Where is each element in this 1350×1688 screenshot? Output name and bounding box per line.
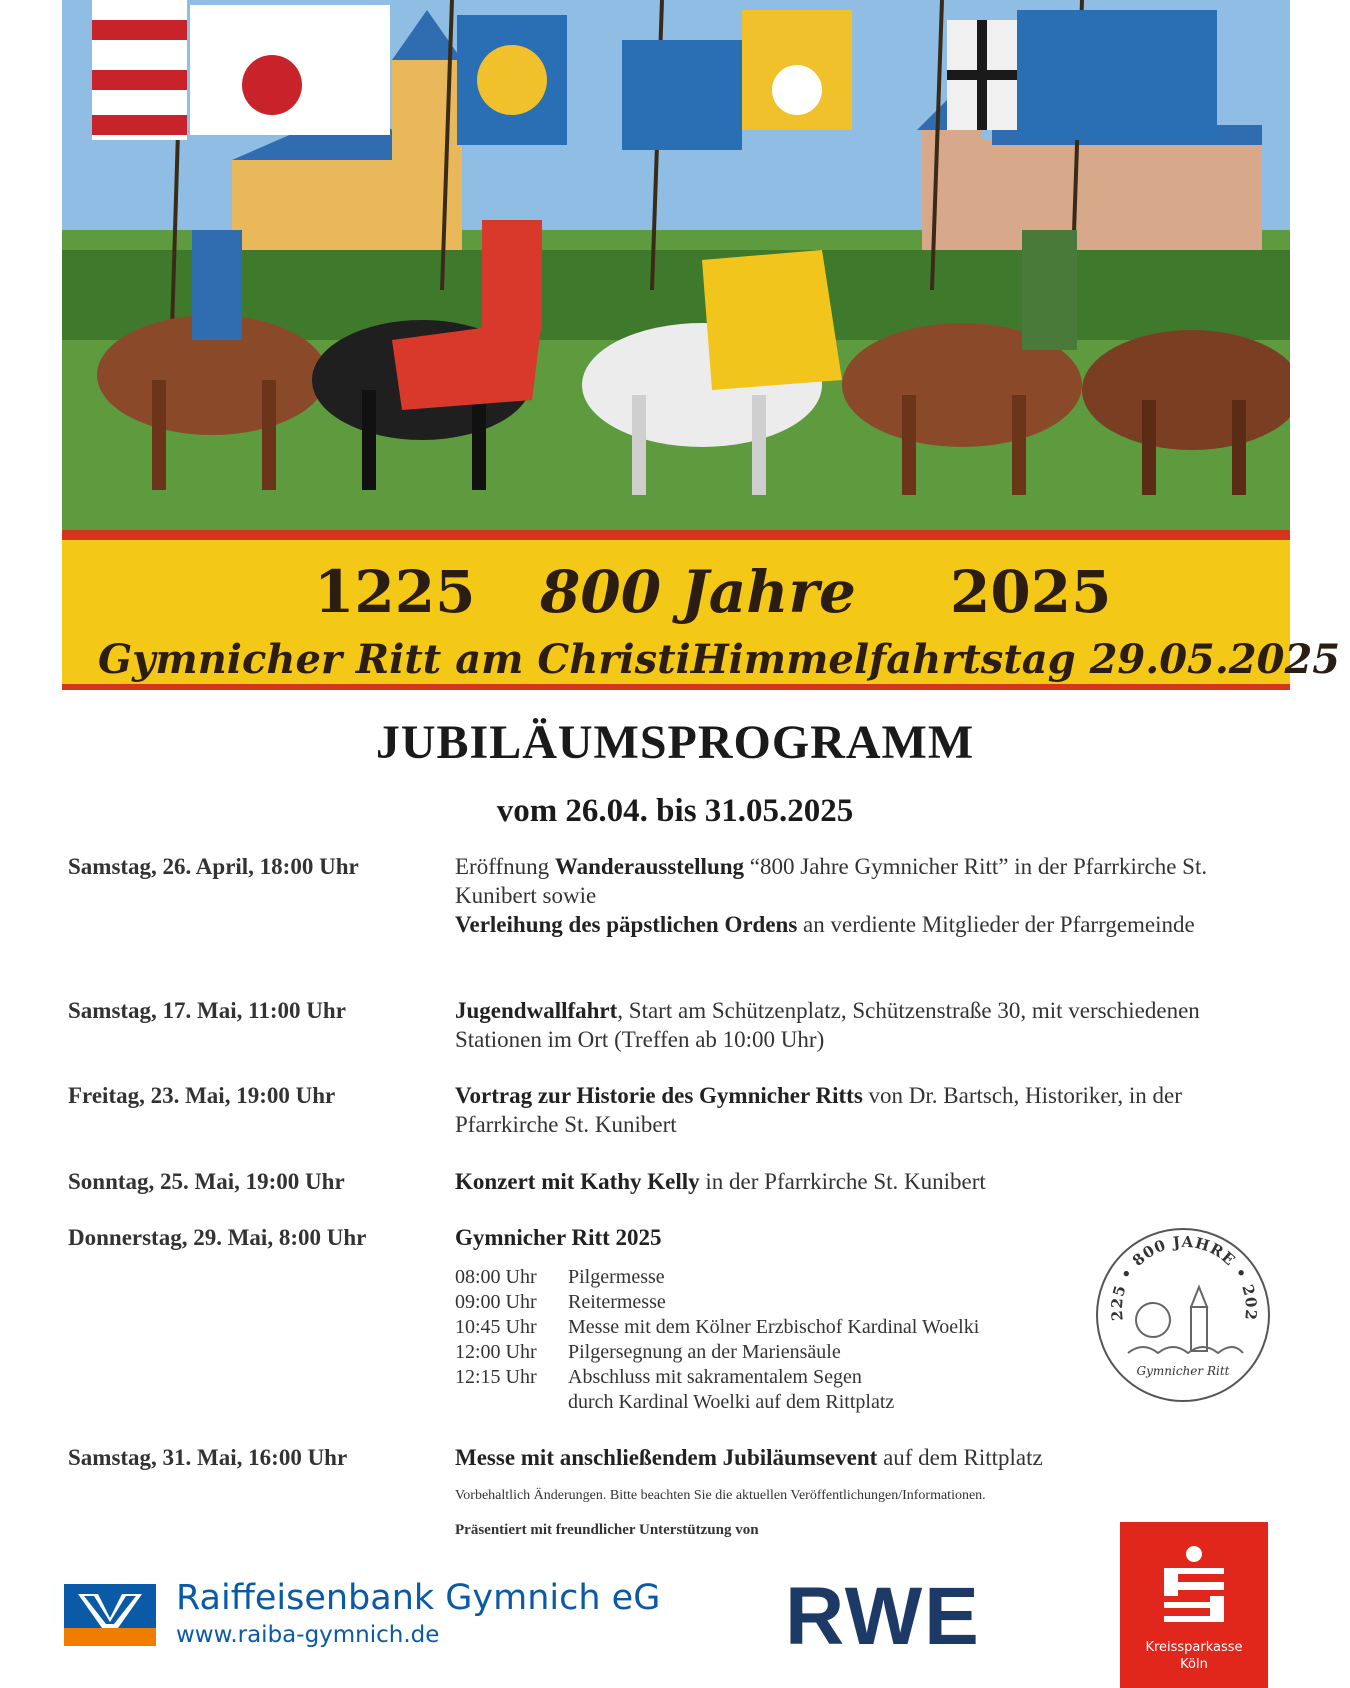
event-date: Donnerstag, 29. Mai, 8:00 Uhr bbox=[68, 1225, 367, 1250]
event-date: Freitag, 23. Mai, 19:00 Uhr bbox=[68, 1083, 336, 1108]
event-description: Gymnicher Ritt 2025 bbox=[455, 1225, 662, 1250]
event-description: Jugendwallfahrt, Start am Schützenplatz, Schützenstraße 30, mit verschiedenen Stationen im Ort (Treffen ab 10:00 Uhr) bbox=[455, 998, 1200, 1052]
schedule-item: 09:00 Uhr Reitermesse bbox=[455, 1291, 666, 1313]
schedule-item: 08:00 Uhr Pilgermesse bbox=[455, 1266, 665, 1288]
event-description: Vortrag zur Historie des Gymnicher Ritts von Dr. Bartsch, Historiker, in der Pfarrkirche St. Kunibert bbox=[455, 1083, 1182, 1137]
anniversary-medallion bbox=[1093, 1225, 1273, 1405]
ritt-schedule bbox=[455, 1265, 979, 1415]
event-description: Messe mit anschließendem Jubiläumsevent auf dem Rittplatz bbox=[455, 1445, 1043, 1470]
procession-painting bbox=[62, 0, 1290, 530]
event-date: Sonntag, 25. Mai, 19:00 Uhr bbox=[68, 1169, 345, 1194]
schedule-item: 12:00 Uhr Pilgersegnung an der Mariensäule bbox=[455, 1341, 841, 1363]
sparkasse-s-icon bbox=[1158, 1546, 1230, 1626]
event-description: Konzert mit Kathy Kelly in der Pfarrkirche St. Kunibert bbox=[455, 1169, 986, 1194]
rwe-logo: RWE bbox=[785, 1571, 981, 1662]
raiffeisenbank-logo bbox=[64, 1578, 704, 1658]
event-date: Samstag, 26. April, 18:00 Uhr bbox=[68, 854, 359, 879]
banner-year-start: 1225 bbox=[314, 558, 476, 626]
event-date: Samstag, 31. Mai, 16:00 Uhr bbox=[68, 1445, 348, 1470]
event-description: Eröffnung Wanderausstellung “800 Jahre Gymnicher Ritt” in der Pfarrkirche St. Kunibert sowie Verleihung des päpstlichen Ordens an verdiente Mitglieder der Pfarrgemeinde bbox=[455, 854, 1208, 937]
program-title: JUBILÄUMSPROGRAMM bbox=[375, 716, 975, 769]
kreissparkasse-name: Kreissparkasse Köln bbox=[1145, 1640, 1243, 1672]
schedule-item: 12:15 Uhr Abschluss mit sakramentalem Segen bbox=[455, 1366, 862, 1388]
medallion-ring-text: 225 • 800 JAHRE • 202 bbox=[1107, 1232, 1261, 1322]
kreissparkasse-logo bbox=[1120, 1522, 1268, 1688]
raiffeisenbank-name: Raiffeisenbank Gymnich eG bbox=[176, 1578, 661, 1618]
banner-years bbox=[62, 558, 1290, 628]
raiffeisenbank-url: www.raiba-gymnich.de bbox=[176, 1622, 440, 1648]
event-date: Samstag, 17. Mai, 11:00 Uhr bbox=[68, 998, 346, 1023]
banner-anniversary: 800 Jahre bbox=[540, 558, 856, 626]
sponsor-intro: Präsentiert mit freundlicher Unterstützung von bbox=[455, 1522, 759, 1538]
banner-subtitle: Gymnicher Ritt am ChristiHimmelfahrtstag 29.05.2025 bbox=[98, 636, 1341, 683]
raiffeisen-emblem-icon bbox=[64, 1584, 156, 1646]
anniversary-banner bbox=[62, 530, 1341, 690]
banner-year-end: 2025 bbox=[950, 558, 1112, 626]
schedule-item: durch Kardinal Woelki auf dem Rittplatz bbox=[568, 1391, 895, 1413]
program-period: vom 26.04. bis 31.05.2025 bbox=[496, 793, 854, 829]
schedule-item: 10:45 Uhr Messe mit dem Kölner Erzbischof Kardinal Woelki bbox=[455, 1316, 980, 1338]
disclaimer-note: Vorbehaltlich Änderungen. Bitte beachten Sie die aktuellen Veröffentlichungen/Informationen. bbox=[455, 1488, 986, 1503]
medallion-script: Gymnicher Ritt bbox=[1136, 1364, 1230, 1378]
